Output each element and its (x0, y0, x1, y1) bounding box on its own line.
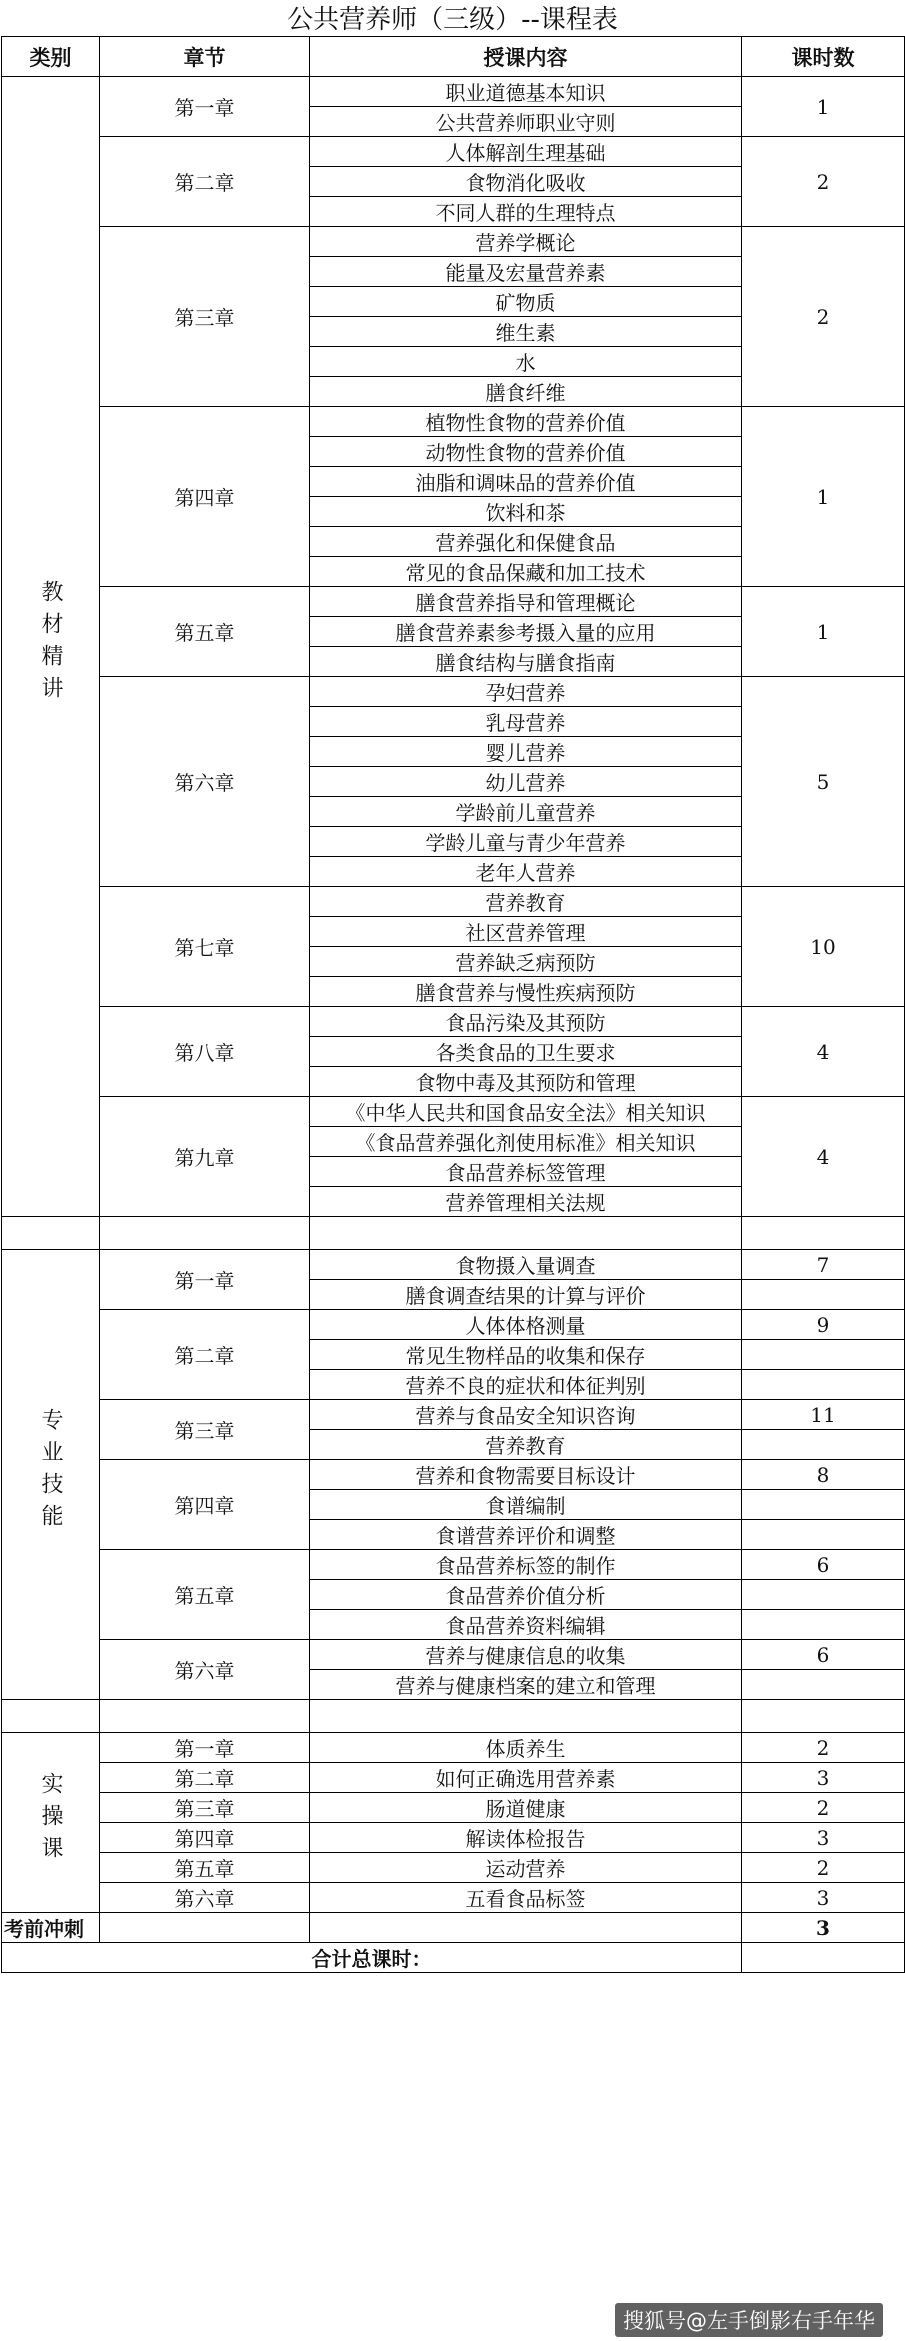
table-row (2, 1883, 905, 1913)
topic-cell: 营养教育 (310, 1430, 742, 1460)
hours-cell (742, 1580, 905, 1610)
chapter-cell: 第二章 (100, 137, 310, 227)
hours-cell (742, 1520, 905, 1550)
empty-cell (100, 1217, 310, 1250)
topic-cell: 营养缺乏病预防 (310, 947, 742, 977)
chapter-cell: 第五章 (100, 1550, 310, 1640)
table-row (2, 1310, 905, 1340)
hours-cell: 4 (742, 1097, 905, 1217)
hours-cell: 6 (742, 1550, 905, 1580)
hours-cell: 2 (742, 1793, 905, 1823)
header-content: 授课内容 (310, 37, 742, 77)
topic-cell: 矿物质 (310, 287, 742, 317)
header-row (2, 37, 905, 77)
empty-cell (2, 1217, 100, 1250)
table-row (2, 677, 905, 707)
category-label: 实操课 (38, 1772, 63, 1868)
final-rush-label: 考前冲刺 (2, 1913, 100, 1943)
hours-cell: 1 (742, 407, 905, 587)
spacer-row (2, 1217, 905, 1250)
topic-cell: 植物性食物的营养价值 (310, 407, 742, 437)
category-cell (2, 77, 100, 1217)
header-chapter: 章节 (100, 37, 310, 77)
header-category: 类别 (2, 37, 100, 77)
chapter-cell: 第九章 (100, 1097, 310, 1217)
empty-cell (100, 1913, 310, 1943)
topic-cell: 体质养生 (310, 1733, 742, 1763)
empty-cell (100, 1700, 310, 1733)
topic-cell: 不同人群的生理特点 (310, 197, 742, 227)
chapter-cell: 第六章 (100, 1640, 310, 1700)
topic-cell: 解读体检报告 (310, 1823, 742, 1853)
hours-cell: 6 (742, 1640, 905, 1670)
chapter-cell: 第一章 (100, 77, 310, 137)
hours-cell (742, 1490, 905, 1520)
hours-cell: 2 (742, 1733, 905, 1763)
topic-cell: 营养和食物需要目标设计 (310, 1460, 742, 1490)
topic-cell: 食品营养标签的制作 (310, 1550, 742, 1580)
topic-cell: 食物消化吸收 (310, 167, 742, 197)
topic-cell: 职业道德基本知识 (310, 77, 742, 107)
chapter-cell: 第八章 (100, 1007, 310, 1097)
chapter-cell: 第二章 (100, 1763, 310, 1793)
topic-cell: 常见生物样品的收集和保存 (310, 1340, 742, 1370)
chapter-cell: 第六章 (100, 1883, 310, 1913)
topic-cell: 学龄前儿童营养 (310, 797, 742, 827)
hours-cell: 3 (742, 1883, 905, 1913)
topic-cell: 膳食纤维 (310, 377, 742, 407)
topic-cell: 《食品营养强化剂使用标准》相关知识 (310, 1127, 742, 1157)
table-row (2, 1640, 905, 1670)
chapter-cell: 第四章 (100, 1823, 310, 1853)
hours-cell: 8 (742, 1460, 905, 1490)
topic-cell: 水 (310, 347, 742, 377)
total-hours (742, 1943, 905, 1973)
category-cell (2, 1733, 100, 1913)
topic-cell: 营养与食品安全知识咨询 (310, 1400, 742, 1430)
table-row (2, 587, 905, 617)
empty-cell (2, 1700, 100, 1733)
chapter-cell: 第二章 (100, 1310, 310, 1400)
topic-cell: 婴儿营养 (310, 737, 742, 767)
topic-cell: 人体体格测量 (310, 1310, 742, 1340)
table-row (2, 1823, 905, 1853)
hours-cell: 4 (742, 1007, 905, 1097)
topic-cell: 维生素 (310, 317, 742, 347)
table-row (2, 77, 905, 107)
topic-cell: 学龄儿童与青少年营养 (310, 827, 742, 857)
course-table-body (2, 37, 905, 1973)
table-row (2, 1097, 905, 1127)
topic-cell: 膳食营养指导和管理概论 (310, 587, 742, 617)
total-label: 合计总课时： (2, 1943, 742, 1973)
topic-cell: 油脂和调味品的营养价值 (310, 467, 742, 497)
topic-cell: 孕妇营养 (310, 677, 742, 707)
topic-cell: 公共营养师职业守则 (310, 107, 742, 137)
category-label: 教材精讲 (38, 580, 63, 708)
empty-cell (310, 1217, 742, 1250)
topic-cell: 能量及宏量营养素 (310, 257, 742, 287)
topic-cell: 营养与健康信息的收集 (310, 1640, 742, 1670)
topic-cell: 膳食调查结果的计算与评价 (310, 1280, 742, 1310)
total-row (2, 1943, 905, 1973)
topic-cell: 膳食结构与膳食指南 (310, 647, 742, 677)
chapter-cell: 第五章 (100, 587, 310, 677)
category-label: 专业技能 (38, 1408, 63, 1536)
topic-cell: 食物中毒及其预防和管理 (310, 1067, 742, 1097)
chapter-cell: 第四章 (100, 407, 310, 587)
topic-cell: 饮料和茶 (310, 497, 742, 527)
topic-cell: 社区营养管理 (310, 917, 742, 947)
hours-cell: 7 (742, 1250, 905, 1280)
hours-cell: 10 (742, 887, 905, 1007)
hours-cell (742, 1670, 905, 1700)
topic-cell: 营养不良的症状和体征判别 (310, 1370, 742, 1400)
spacer-row (2, 1700, 905, 1733)
table-row (2, 407, 905, 437)
empty-cell (742, 1217, 905, 1250)
topic-cell: 食品营养标签管理 (310, 1157, 742, 1187)
hours-cell (742, 1340, 905, 1370)
topic-cell: 营养与健康档案的建立和管理 (310, 1670, 742, 1700)
final-rush-row (2, 1913, 905, 1943)
hours-cell (742, 1610, 905, 1640)
table-row (2, 1763, 905, 1793)
topic-cell: 如何正确选用营养素 (310, 1763, 742, 1793)
hours-cell (742, 1430, 905, 1460)
topic-cell: 常见的食品保藏和加工技术 (310, 557, 742, 587)
topic-cell: 幼儿营养 (310, 767, 742, 797)
hours-cell (742, 1280, 905, 1310)
chapter-cell: 第五章 (100, 1853, 310, 1883)
hours-cell: 5 (742, 677, 905, 887)
chapter-cell: 第三章 (100, 227, 310, 407)
chapter-cell: 第三章 (100, 1400, 310, 1460)
hours-cell (742, 1370, 905, 1400)
topic-cell: 五看食品标签 (310, 1883, 742, 1913)
topic-cell: 食品污染及其预防 (310, 1007, 742, 1037)
page-title: 公共营养师（三级）--课程表 (287, 5, 618, 35)
empty-cell (742, 1700, 905, 1733)
topic-cell: 肠道健康 (310, 1793, 742, 1823)
topic-cell: 运动营养 (310, 1853, 742, 1883)
table-row (2, 1460, 905, 1490)
hours-cell: 2 (742, 227, 905, 407)
chapter-cell: 第六章 (100, 677, 310, 887)
course-table (1, 36, 905, 1973)
topic-cell: 人体解剖生理基础 (310, 137, 742, 167)
chapter-cell: 第三章 (100, 1793, 310, 1823)
table-row (2, 1250, 905, 1280)
topic-cell: 膳食营养与慢性疾病预防 (310, 977, 742, 1007)
topic-cell: 营养管理相关法规 (310, 1187, 742, 1217)
empty-cell (310, 1700, 742, 1733)
table-row (2, 887, 905, 917)
table-row (2, 1793, 905, 1823)
chapter-cell: 第四章 (100, 1460, 310, 1550)
topic-cell: 食品营养资料编辑 (310, 1610, 742, 1640)
hours-cell: 1 (742, 77, 905, 137)
empty-cell (310, 1913, 742, 1943)
category-cell (2, 1250, 100, 1700)
hours-cell: 3 (742, 1823, 905, 1853)
topic-cell: 食物摄入量调查 (310, 1250, 742, 1280)
topic-cell: 食品营养价值分析 (310, 1580, 742, 1610)
chapter-cell: 第七章 (100, 887, 310, 1007)
table-row (2, 227, 905, 257)
table-row (2, 1007, 905, 1037)
table-row (2, 1733, 905, 1763)
topic-cell: 营养教育 (310, 887, 742, 917)
topic-cell: 营养学概论 (310, 227, 742, 257)
final-rush-hours: 3 (742, 1913, 905, 1943)
header-hours: 课时数 (742, 37, 905, 77)
hours-cell: 9 (742, 1310, 905, 1340)
topic-cell: 食谱营养评价和调整 (310, 1520, 742, 1550)
hours-cell: 11 (742, 1400, 905, 1430)
topic-cell: 食谱编制 (310, 1490, 742, 1520)
topic-cell: 老年人营养 (310, 857, 742, 887)
watermark: 搜狐号@左手倒影右手年华 (615, 2303, 883, 2337)
topic-cell: 乳母营养 (310, 707, 742, 737)
table-row (2, 1400, 905, 1430)
chapter-cell: 第一章 (100, 1733, 310, 1763)
topic-cell: 营养强化和保健食品 (310, 527, 742, 557)
hours-cell: 3 (742, 1763, 905, 1793)
chapter-cell: 第一章 (100, 1250, 310, 1310)
topic-cell: 膳食营养素参考摄入量的应用 (310, 617, 742, 647)
topic-cell: 动物性食物的营养价值 (310, 437, 742, 467)
topic-cell: 《中华人民共和国食品安全法》相关知识 (310, 1097, 742, 1127)
table-row (2, 1550, 905, 1580)
hours-cell: 1 (742, 587, 905, 677)
table-row (2, 137, 905, 167)
table-row (2, 1853, 905, 1883)
topic-cell: 各类食品的卫生要求 (310, 1037, 742, 1067)
hours-cell: 2 (742, 137, 905, 227)
hours-cell: 2 (742, 1853, 905, 1883)
